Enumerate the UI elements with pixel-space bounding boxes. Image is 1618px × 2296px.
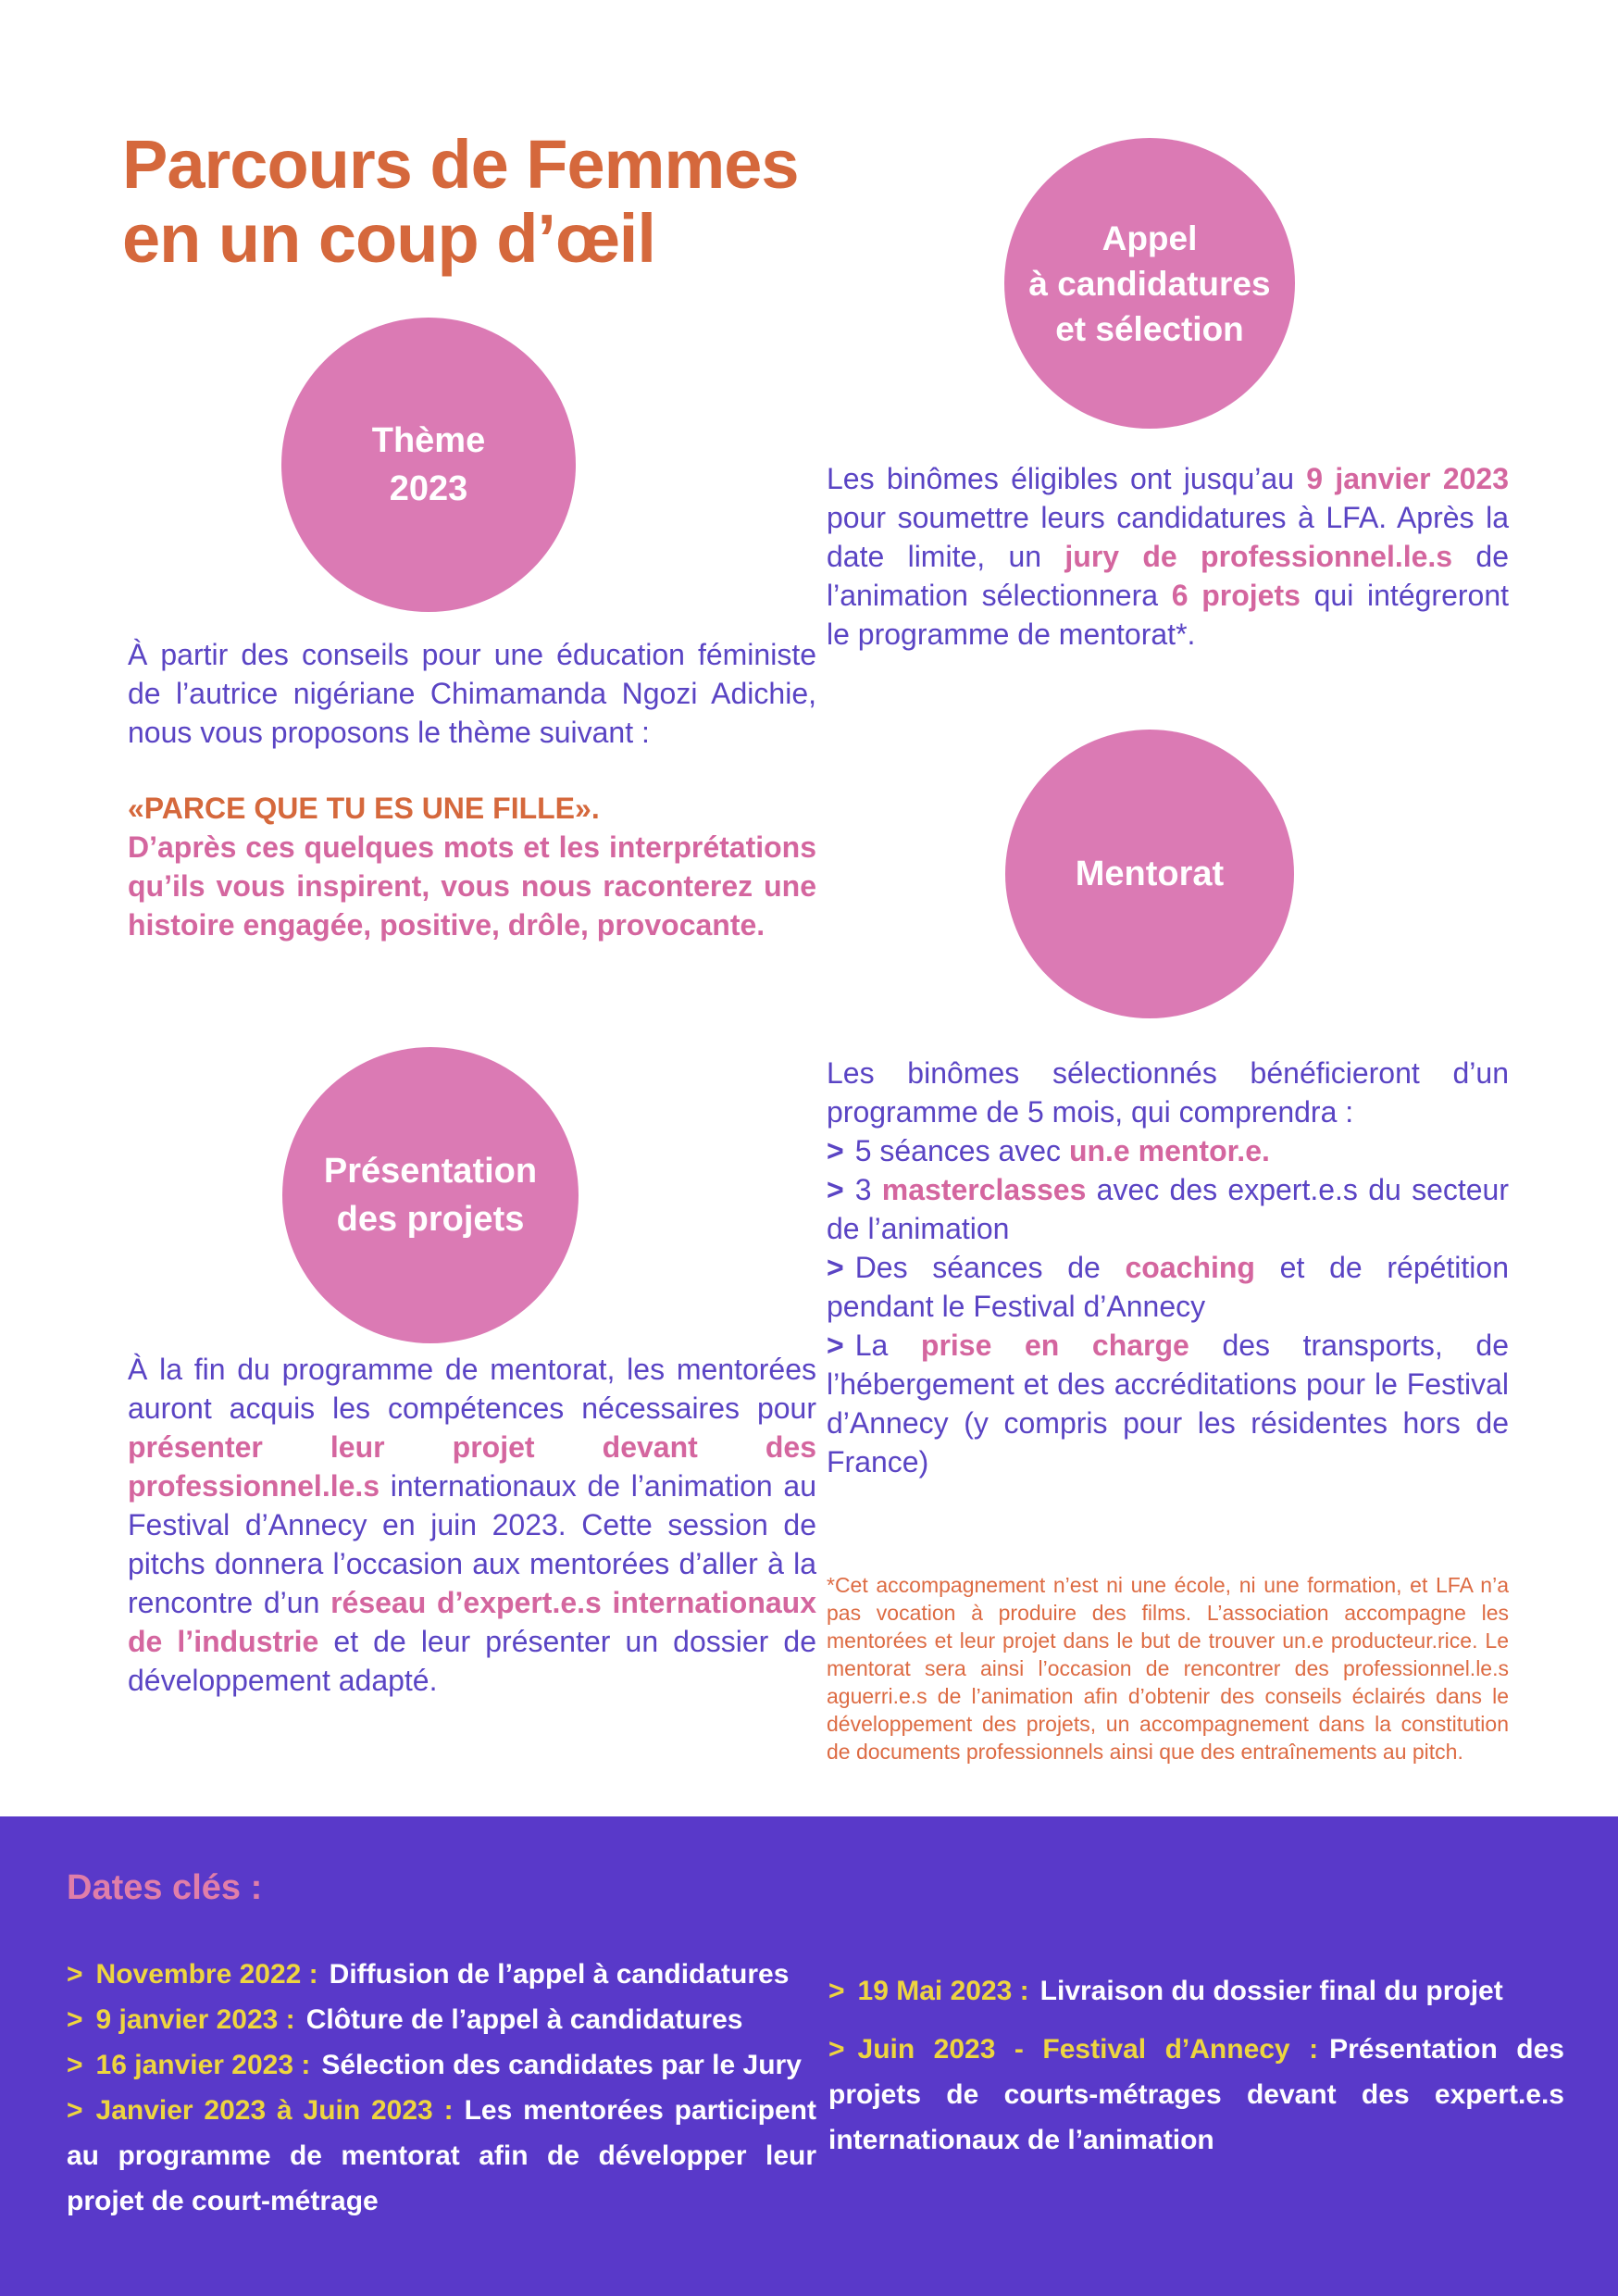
key-dates-heading: Dates clés : xyxy=(67,1868,263,1907)
circle-appel-line-1: Appel xyxy=(1101,218,1198,257)
mentorat-footnote xyxy=(827,1571,1509,1766)
circle-appel-line-3: et sélection xyxy=(1055,309,1244,348)
mentorat-intro-text: Les binômes sélectionnés bénéficieront d’un programme de 5 mois, qui comprendra : xyxy=(827,1056,1509,1129)
bullet-arrow-icon: > xyxy=(67,2095,83,2126)
theme-quote-text: «PARCE QUE TU ES UNE FILLE». xyxy=(128,792,600,825)
mentorat-bullet-1-text xyxy=(855,1134,1270,1167)
highlighted-text: coaching xyxy=(1125,1251,1255,1284)
mentorat-bullet-4-text xyxy=(827,1329,1509,1479)
body-text: internationaux de l’animation au Festival d’Annecy en juin 2023. Cette session de pitchs donnera l’occasion aux mentorées d’aller à la rencontre d’un xyxy=(128,1469,816,1619)
key-date-item xyxy=(828,2027,1564,2163)
key-date-label: Novembre 2022 : xyxy=(95,1959,318,1990)
body-text: et de leur présenter un dossier de développement adapté. xyxy=(128,1625,817,1697)
body-text: Les binômes éligibles ont jusqu’au xyxy=(827,462,1307,495)
circle-appel-line-2: à candidatures xyxy=(1028,264,1271,303)
key-date-description: Les mentorées participent au programme de mentorat afin de développer leur projet de court-métrage xyxy=(67,2095,816,2216)
key-date-description: Présentation des projets de courts-métrages devant des expert.e.s internationaux de l’animation xyxy=(828,2034,1564,2155)
key-dates-column-left xyxy=(67,1952,816,2224)
circle-mentorat-line-1: Mentorat xyxy=(1075,854,1225,893)
appel-paragraph xyxy=(827,459,1509,654)
theme-section xyxy=(128,635,816,944)
body-text: qui intégreront le programme de mentorat*. xyxy=(827,579,1509,651)
key-date-label: 9 janvier 2023 : xyxy=(95,2004,295,2035)
body-text: pour soumettre leurs candidatures à LFA. Après la date limite, un xyxy=(827,501,1509,573)
mentorat-bullet-2-text xyxy=(827,1173,1509,1245)
key-date-description: Clôture de l’appel à candidatures xyxy=(305,2004,743,2035)
bullet-arrow-icon: > xyxy=(827,1134,844,1167)
bullet-arrow-icon: > xyxy=(67,2004,83,2035)
highlighted-text: réseau d’expert.e.s internationaux de l’industrie xyxy=(128,1586,817,1658)
circle-theme-line-2: 2023 xyxy=(389,469,468,508)
mentorat-footnote-text: *Cet accompagnement n’est ni une école, ni une formation, et LFA n’a pas vocation à produire des films. L’association accompagne les mentorées et leur projet dans le but de trouver un.e producteur.rice. Le mentorat sera ainsi l’occasion de rencontrer des professionnel.le.s aguerri.e.s de l’animation afin d’obtenir des conseils éclairés dans le développement des projets, un accompagnement dans la constitution de documents professionnels ainsi que des entraînements au pitch. xyxy=(827,1573,1509,1764)
key-date-item xyxy=(67,1952,816,1997)
key-date-item xyxy=(828,1968,1564,2014)
key-date-description: Sélection des candidates par le Jury xyxy=(321,2050,802,2080)
bullet-arrow-icon: > xyxy=(827,1251,844,1284)
key-date-description: Diffusion de l’appel à candidatures xyxy=(329,1959,790,1990)
body-text: des transports, de l’hébergement et des accréditations pour le Festival d’Annecy (y compris pour les résidentes hors de France) xyxy=(827,1329,1510,1479)
highlighted-text: prise en charge xyxy=(920,1329,1189,1362)
theme-intro-text: À partir des conseils pour une éducation féministe de l’autrice nigériane Chimamanda Ngozi Adichie, nous vous proposons le thème suivant : xyxy=(128,638,816,749)
bullet-arrow-icon: > xyxy=(67,1959,83,1990)
body-text: 3 xyxy=(854,1173,882,1206)
circle-theme-2023 xyxy=(281,318,576,612)
body-text: et de répétition pendant le Festival d’Annecy xyxy=(827,1251,1510,1323)
key-date-label: 19 Mai 2023 : xyxy=(857,1976,1029,2006)
body-text: La xyxy=(854,1329,921,1362)
key-date-label: Juin 2023 - Festival d’Annecy : xyxy=(857,2034,1319,2065)
mentorat-bullet-3-text xyxy=(827,1251,1509,1323)
highlighted-text: masterclasses xyxy=(881,1173,1087,1206)
circle-presentation-line-2: des projets xyxy=(336,1200,525,1239)
key-dates-footer xyxy=(0,1816,1618,2296)
page-title-line-1: Parcours de Femmes xyxy=(122,126,799,203)
circle-theme-line-1: Thème xyxy=(371,421,486,460)
key-date-item xyxy=(67,2088,816,2224)
bullet-arrow-icon: > xyxy=(67,2050,83,2080)
body-text: de l’animation sélectionnera xyxy=(827,540,1510,612)
presentation-section xyxy=(128,1350,816,1700)
page-title-line-2: en un coup d’œil xyxy=(122,200,655,277)
key-date-item xyxy=(67,1997,816,2042)
key-date-description: Livraison du dossier final du projet xyxy=(1039,1976,1503,2006)
key-date-label: Janvier 2023 à Juin 2023 : xyxy=(95,2095,454,2126)
body-text: À la fin du programme de mentorat, les mentorées auront acquis les compétences nécessaires pour xyxy=(128,1353,816,1425)
bullet-arrow-icon: > xyxy=(827,1173,844,1206)
highlighted-text: présenter leur projet devant des professionnel.le.s xyxy=(128,1430,816,1503)
mentorat-bullet-1 xyxy=(827,1131,1509,1170)
key-date-item xyxy=(67,2042,816,2088)
theme-body-text: D’après ces quelques mots et les interprétations qu’ils vous inspirent, vous nous raconterez une histoire engagée, positive, drôle, provocante. xyxy=(128,830,816,942)
highlighted-text: un.e mentor.e. xyxy=(1068,1134,1270,1167)
highlighted-text: 6 projets xyxy=(1171,579,1301,612)
appel-paragraph-text xyxy=(827,459,1509,654)
body-text: Des séances de xyxy=(854,1251,1126,1284)
circle-presentation-line-1: Présentation xyxy=(323,1152,538,1191)
bullet-arrow-icon: > xyxy=(827,1329,844,1362)
body-text: avec des expert.e.s du secteur de l’animation xyxy=(827,1173,1510,1245)
circle-appel-candidatures xyxy=(1004,138,1295,429)
mentorat-bullet-3 xyxy=(827,1248,1509,1326)
key-date-label: 16 janvier 2023 : xyxy=(95,2050,311,2080)
bullet-arrow-icon: > xyxy=(828,1976,845,2006)
highlighted-text: 9 janvier 2023 xyxy=(1306,462,1510,495)
mentorat-bullet-4 xyxy=(827,1326,1509,1481)
key-dates-column-right xyxy=(828,1968,1564,2176)
presentation-paragraph-text xyxy=(128,1350,816,1700)
mentorat-section xyxy=(827,1054,1509,1481)
page-title xyxy=(122,128,799,276)
circle-presentation-projets xyxy=(282,1047,579,1343)
mentorat-bullet-2 xyxy=(827,1170,1509,1248)
highlighted-text: jury de professionnel.le.s xyxy=(1064,540,1453,573)
body-text: 5 séances avec xyxy=(854,1134,1069,1167)
bullet-arrow-icon: > xyxy=(828,2034,845,2065)
circle-mentorat xyxy=(1005,730,1294,1018)
